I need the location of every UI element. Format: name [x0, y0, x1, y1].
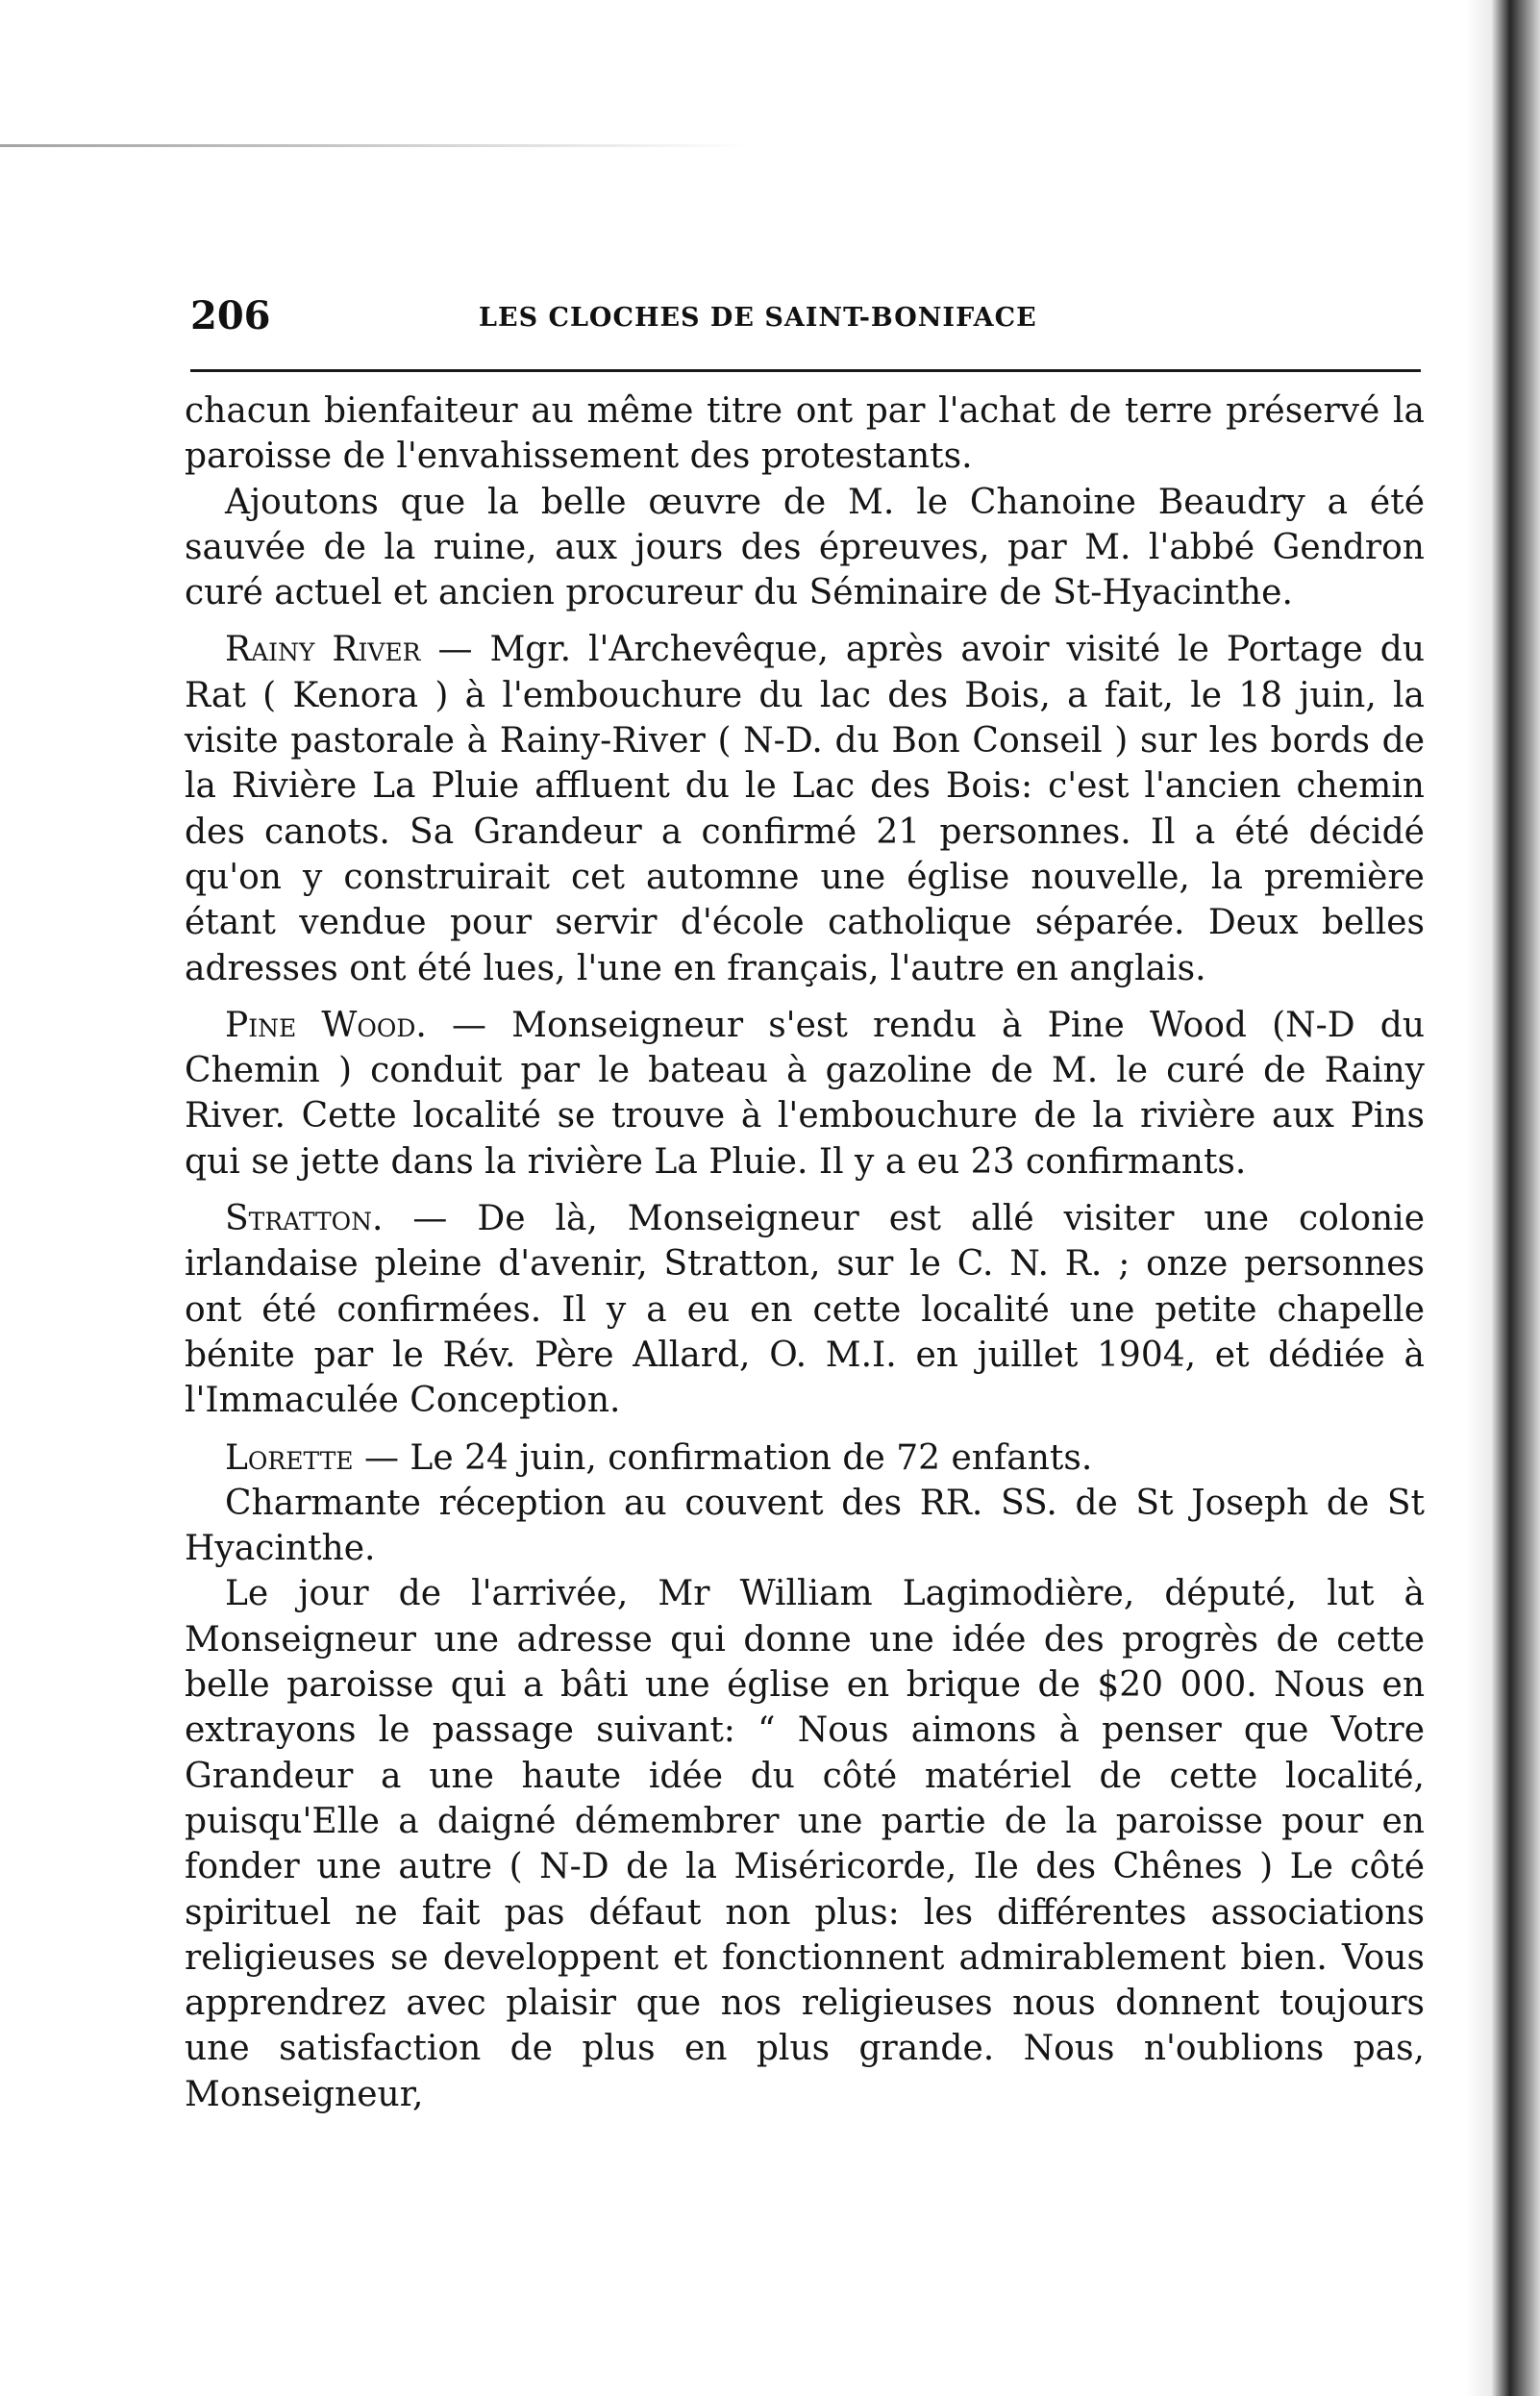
section-lead: Pine Wood — [225, 1005, 416, 1045]
section-lead: Stratton — [225, 1199, 373, 1239]
page-number: 206 — [190, 293, 271, 338]
paragraph-text: Ajoutons que la belle œuvre de M. le Chanoine Beaudry a été sauvée de la ruine, aux jours des épreuves, par M. l'abbé Gendron curé actuel et ancien procureur du Séminaire de St-Hyacinthe. — [185, 482, 1425, 613]
paragraph-text: — Le 24 juin, confirmation de 72 enfants. — [353, 1437, 1093, 1478]
paragraph — [185, 1481, 1425, 1572]
paragraph — [185, 480, 1425, 616]
paragraph — [185, 388, 1425, 480]
paragraph-text: — Mgr. l'Archevêque, après avoir visité le Portage du Rat ( Kenora ) à l'embouchure du lac des Bois, a fait, le 18 juin, la visite pastorale à Rainy-River ( N-D. du Bon Conseil ) sur les bords de la Rivière La Pluie affluent du le Lac des Bois: c'est l'ancien chemin des canots. Sa Grandeur a confirmé 21 personnes. Il a été décidé qu'on y construirait cet automne une église nouvelle, la première étant vendue pour servir d'école catholique séparée. Deux belles adresses ont été lues, l'une en français, l'autre en anglais. — [185, 630, 1426, 988]
paragraph — [185, 1003, 1425, 1185]
paragraph — [185, 1571, 1425, 2117]
paragraph-text: chacun bienfaiteur au même titre ont par l'achat de terre préservé la paroisse de l'envahissement des protestants. — [185, 391, 1425, 477]
paragraph-text: Charmante réception au couvent des RR. SS. de St Joseph de St Hyacinthe. — [185, 1483, 1425, 1569]
paragraph-text: Le jour de l'arrivée, Mr William Lagimodière, député, lut à Monseigneur une adresse qui donne une idée des progrès de cette belle paroisse qui a bâti une église en brique de $20 000. Nous en extrayons le passage suivant: “ Nous aimons à penser que Votre Grandeur a une haute idée du côté matériel de cette localité, puisqu'Elle a daigné démembrer une partie de la paroisse pour en fonder une autre ( N-D de la Miséricorde, Ile des Chênes ) Le côté spirituel ne fait pas défaut non plus: les différentes associations religieuses se developpent et fonctionnent admirablement bien. Vous apprendrez avec plaisir que nos religieuses nous donnent toujours une satisfaction de plus en plus grande. Nous n'oublions pas, Monseigneur, — [185, 1574, 1425, 2114]
section-lead: Lorette — [225, 1437, 354, 1478]
scan-binding-edge — [1465, 0, 1540, 2396]
running-title: LES CLOCHES DE SAINT-BONIFACE — [479, 303, 1037, 333]
paragraph — [185, 1435, 1425, 1481]
header-rule — [190, 369, 1421, 372]
paragraph — [185, 1196, 1425, 1423]
body-text — [185, 388, 1425, 2117]
paragraph-text: . — Monseigneur s'est rendu à Pine Wood (N-D du Chemin ) conduit par le bateau à gazoline de M. le curé de Rainy River. Cette localité se trouve à l'embouchure de la rivière aux Pins qui se jette dans la rivière La Pluie. Il y a eu 23 confirmants. — [185, 1005, 1426, 1182]
paragraph-text: . — De là, Monseigneur est allé visiter une colonie irlandaise pleine d'avenir, Stratton, sur le C. N. R. ; onze personnes ont été confirmées. Il y a eu en cette localité une petite chapelle bénite par le Rév. Père Allard, O. M.I. en juillet 1904, et dédiée à l'Immaculée Conception. — [185, 1199, 1425, 1421]
section-lead: Rainy River — [225, 630, 421, 670]
paragraph — [185, 627, 1425, 990]
scan-top-edge — [0, 144, 750, 147]
page-header — [190, 293, 1421, 351]
